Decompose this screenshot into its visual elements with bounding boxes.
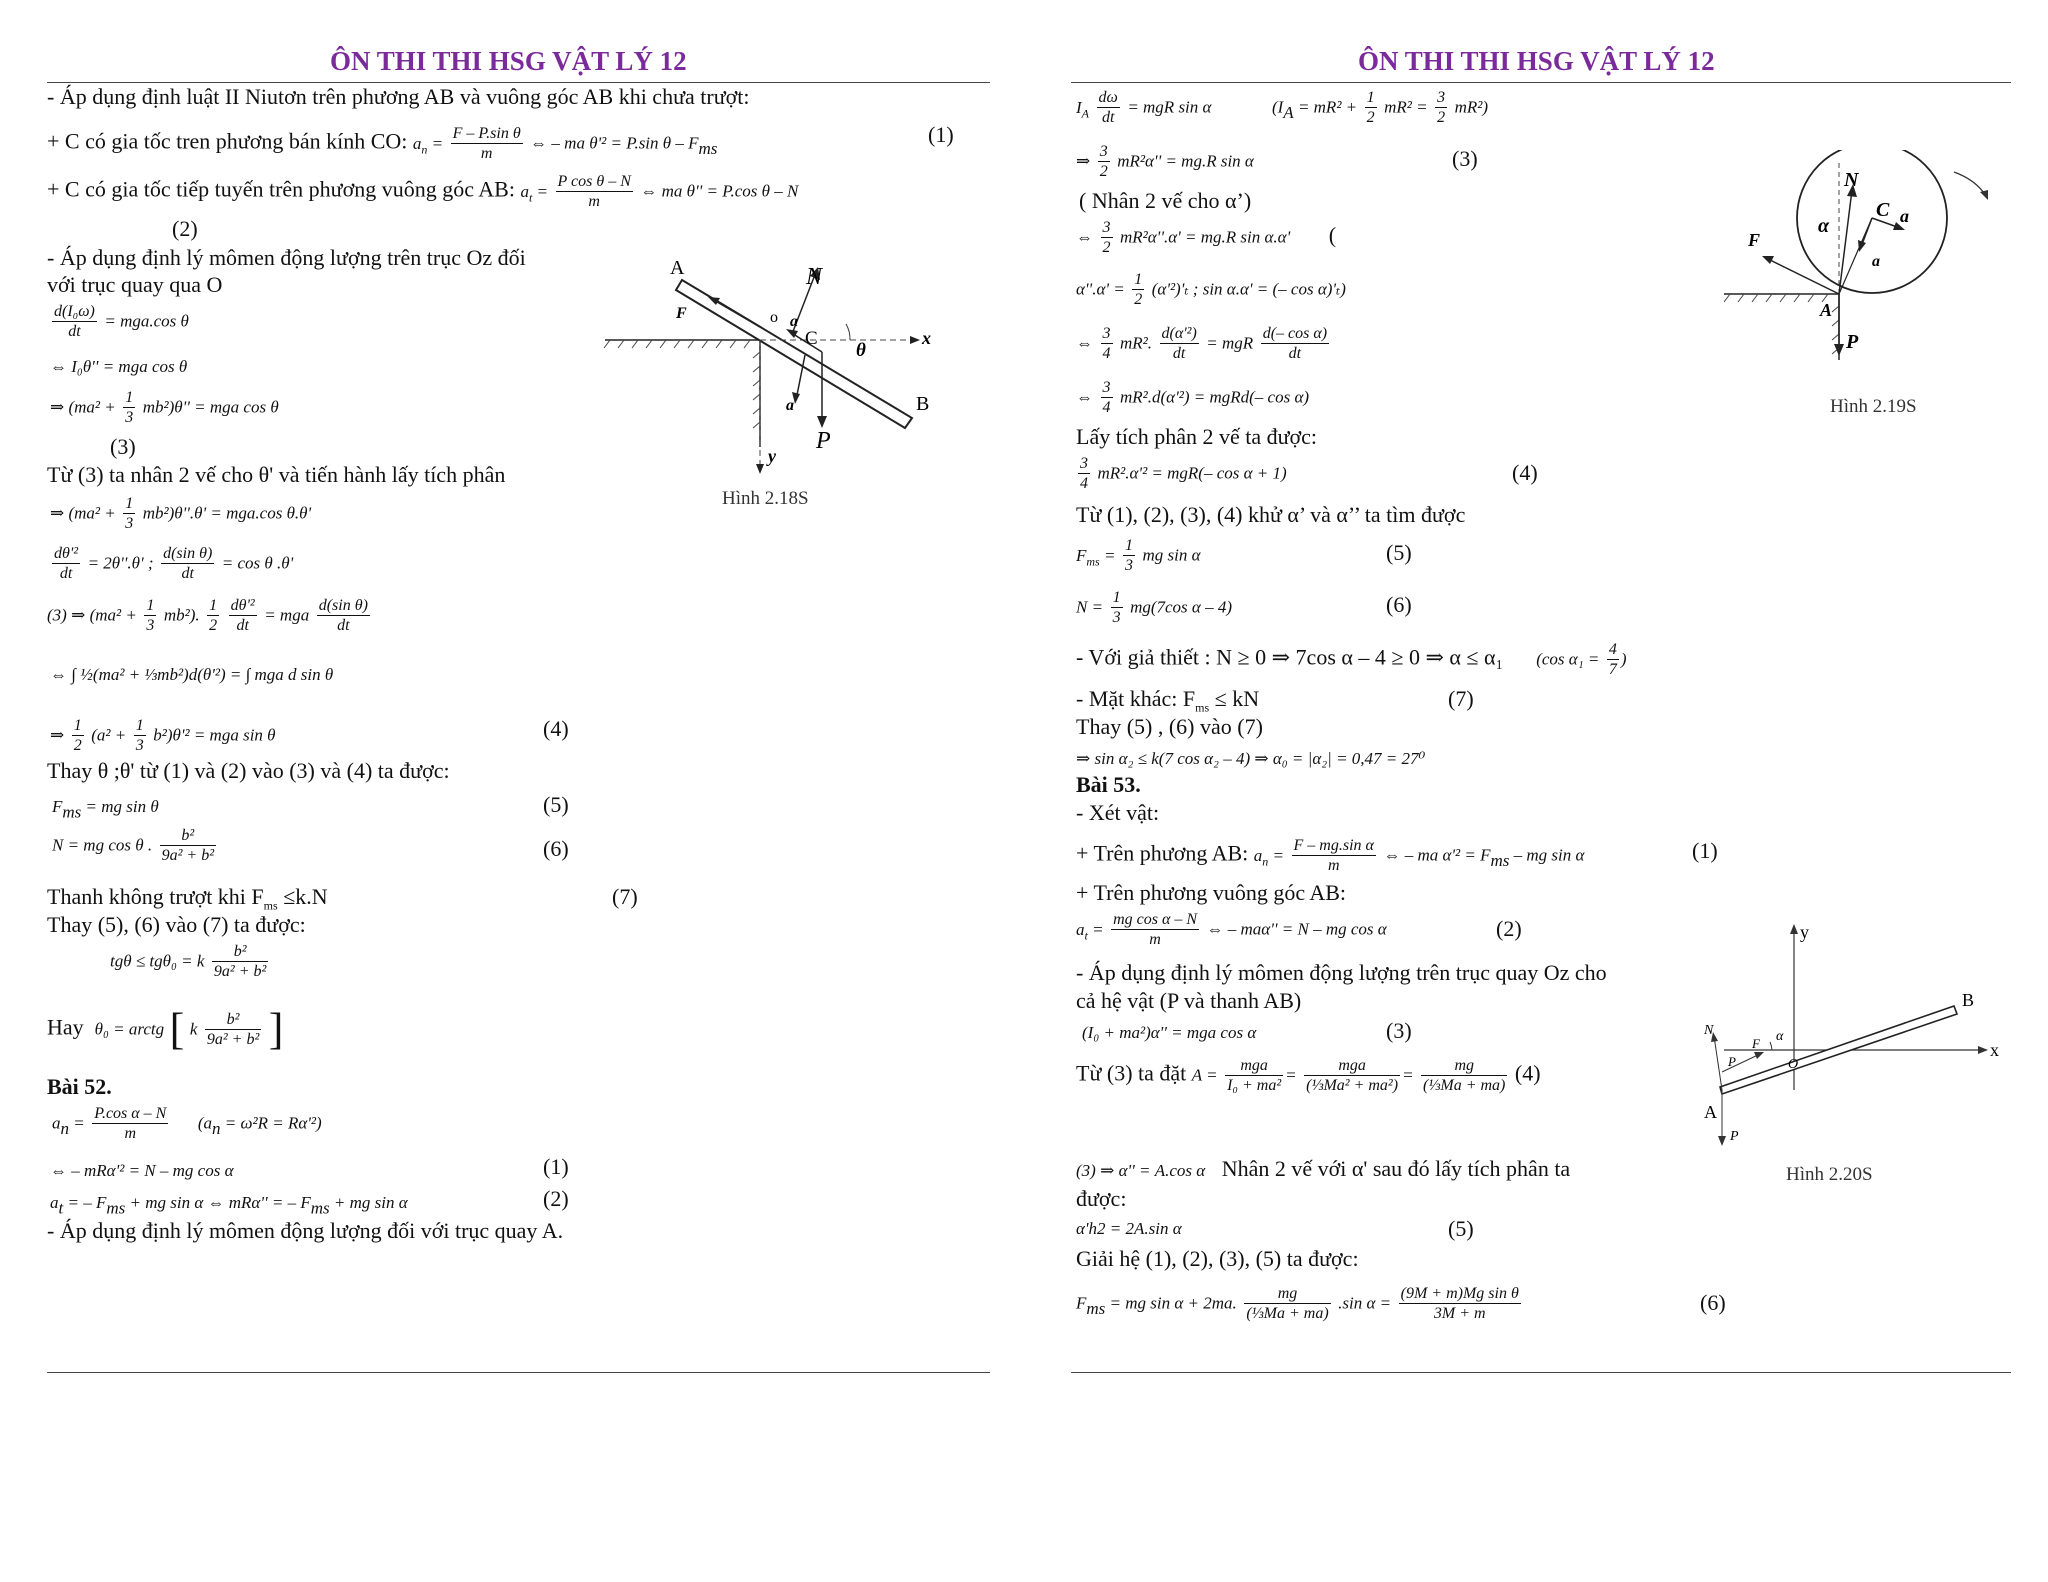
fig220-label-alpha: α bbox=[1776, 1029, 1784, 1044]
fig220-label-a: A bbox=[1704, 1102, 1717, 1122]
fig220-label-b: B bbox=[1962, 990, 1975, 1010]
eq-number-6: (6) bbox=[543, 836, 569, 861]
thay-line: Thay (5) , (6) vào (7) bbox=[1076, 714, 1263, 739]
eq-number-5: (5) bbox=[543, 792, 569, 817]
eq-number-7: (7) bbox=[612, 884, 638, 909]
eq2-line: + C có gia tốc tiếp tuyến trên phương vuông góc AB: $a_t$ = $\frac{\text{P cos θ – N}}{m}$ ⇔ ma θ'' = P.cos θ – N bbox=[47, 173, 799, 210]
eq53-1: + Trên phương AB: $a_n$ = $\frac{\text{F – mg.sin α}}{m}$ ⇔ – ma $\alpha'^2 = F_{ms}$ – mg sin α bbox=[1076, 837, 1585, 874]
eq52-2: $a_t$ = – $F_{ms}$ + mg sin α ⇔ mRα'' = – $F_{ms}$ + mg sin α bbox=[50, 1193, 408, 1218]
bai52-heading: Bài 52. bbox=[47, 1074, 112, 1099]
fig219-label-c: C bbox=[1876, 199, 1890, 221]
right-page bbox=[1024, 0, 2048, 1582]
fig220-label-p: P bbox=[1728, 1054, 1736, 1069]
eq-dIw: $\frac{\text{d(I₀ω)}}{dt}$ = mga.cos θ bbox=[54, 303, 189, 340]
fig218-label-p: P bbox=[816, 428, 831, 454]
eq-multiply: ⇒ (ma² + $\frac{1}{3}$ mb²)θ''.θ' = mga.cos θ.θ' bbox=[50, 495, 312, 532]
eq53-4: Từ (3) ta đặt A = mga I₀ + ma² = mga (⅓Ma² + ma²) = $\frac{mg}{\text{(⅓Ma + ma)}}$ (4) bbox=[1076, 1057, 1541, 1094]
eq-an: $a_n$ = $\frac{\text{P.cos α – N}}{m}$ $(a_n = \omega^2R = R\alpha'^2)$ bbox=[52, 1105, 322, 1142]
eq-substitute: (3) ⇒ (ma² + $\frac{1}{3}$ mb²). $\frac{1}{2}$ $\frac{\text{dθ'²}}{dt}$ = mga $\frac{\text{d(sin θ)}}{dt}$ bbox=[47, 597, 368, 634]
figure-2-18s bbox=[600, 252, 940, 482]
fig218-label-y: y bbox=[768, 446, 776, 466]
fig218-label-fms: F bbox=[676, 305, 687, 322]
result-line: ⇒ sin α₂ ≤ k(7 cos α₂ – 4) ⇒ α₀ = |α₂| = 0,47 = 27⁰ bbox=[1076, 749, 1426, 768]
fig220-label-x: x bbox=[1990, 1040, 1999, 1060]
slip-condition: Thanh không trượt khi $F_{ms} \le k.N$ bbox=[47, 884, 328, 913]
assume-line: - Với giả thiết : N ≥ 0 ⇒ 7cos α – 4 ≥ 0 ⇒ α ≤ α₁ (cos α₁ = $\frac{4}{7}$ ) bbox=[1076, 641, 1627, 678]
fig219-label-an: a bbox=[1872, 253, 1880, 270]
solve-line: Giải hệ (1), (2), (3), (5) ta được: bbox=[1076, 1246, 1359, 1271]
xet-line: - Xét vật: bbox=[1076, 800, 1160, 825]
header-rule bbox=[47, 82, 990, 83]
nhan-line: ( Nhân 2 vế cho α’) bbox=[1079, 188, 1252, 213]
footer-rule bbox=[47, 1372, 990, 1373]
fig218-label-c: C bbox=[805, 328, 818, 349]
header-rule bbox=[1071, 82, 2011, 83]
eq-number-1: (1) bbox=[928, 122, 954, 147]
step3-line: Từ (3) ta nhân 2 vế cho θ' và tiến hành lấy tích phân bbox=[47, 462, 506, 487]
momentum-line-1: - Áp dụng định lý mômen động lượng trên trục Oz đối bbox=[47, 245, 526, 270]
fig220-label-o: O bbox=[1788, 1057, 1799, 1072]
eq-r9: N = $\frac{1}{3}$ mg(7cos α – 4) bbox=[1076, 589, 1232, 626]
eq-tg: tgθ ≤ tgθ₀ = k $\frac{\text{b²}}{\text{9a² + b²}}$ bbox=[110, 943, 267, 980]
eq-r4: α''.α' = $\frac{1}{2}$ (α'²)'ₜ ; sin α.α' = (– cos α)'ₜ) bbox=[1076, 271, 1346, 308]
fig220-label-p-arrow: P bbox=[1730, 1129, 1739, 1144]
eq53-2: $a_t$ = $\frac{\text{mg cos α – N}}{m}$ ⇔ – maα'' = N – mg cos α bbox=[1076, 911, 1387, 948]
fig218-label-x: x bbox=[922, 328, 931, 348]
fig219-label-a: A bbox=[1820, 300, 1833, 320]
eq-5: $F_{ms}$ = mg sin θ bbox=[52, 797, 159, 822]
eq-4: ⇒ $\frac{1}{2}$ (a² + $\frac{1}{3}$ b²)θ'² = mga sin θ bbox=[50, 717, 276, 754]
eq-r6: ⇔ $\frac{3}{4}$ mR².d(α'²) = mgRd(– cos α) bbox=[1076, 379, 1310, 416]
eq-r2: ⇒ $\frac{3}{2}$ mR²α'' = mg.R sin α bbox=[1076, 143, 1254, 180]
duoc-line: được: bbox=[1076, 1186, 1127, 1211]
eq-6: N = mg cos θ . $\frac{\text{b²}}{\text{9a² + b²}}$ bbox=[52, 827, 214, 864]
eq-r1: $I_A$ $\frac{d\omega}{dt}$ = mgR sin α ($I_A = mR^2$ + $\frac{1}{2}$ mR² = $\frac{3}{2}$ mR²) bbox=[1076, 89, 1489, 126]
bai53-heading: Bài 53. bbox=[1076, 772, 1141, 797]
page-header-title: ÔN THI THI HSG VẬT LÝ 12 bbox=[330, 46, 687, 76]
eq-derivatives: $\frac{\text{dθ'²}}{dt}$ = 2θ''.θ' ; $\frac{\text{d(sin θ)}}{dt}$ = cos θ .θ' bbox=[54, 545, 294, 582]
mom53-line-1: - Áp dụng định lý mômen động lượng trên trục quay Oz cho bbox=[1076, 960, 1607, 985]
momentum-line-2: với trục quay qua O bbox=[47, 272, 223, 297]
eq-r8: $F_{ms}$ = $\frac{1}{3}$ mg sin α bbox=[1076, 537, 1201, 574]
integ-line: Lấy tích phân 2 vế ta được: bbox=[1076, 424, 1318, 449]
put-line: Thay (5), (6) vào (7) ta được: bbox=[47, 912, 306, 937]
figure-2-18s-caption: Hình 2.18S bbox=[722, 488, 809, 509]
eq-number-53-6: (6) bbox=[1700, 1290, 1726, 1315]
eq-number-r4: (4) bbox=[1512, 460, 1538, 485]
fig218-label-a: A bbox=[670, 257, 685, 279]
eq-r3: ⇔ $\frac{3}{2}$ mR²α''.α' = mg.R sin α.α' ( bbox=[1076, 219, 1337, 256]
figure-2-19s-caption: Hình 2.19S bbox=[1830, 396, 1917, 417]
fig219-label-n: N bbox=[1844, 169, 1859, 191]
eq-number-r7: (7) bbox=[1448, 686, 1474, 711]
eq1-line: + C có gia tốc tren phương bán kính CO: $a_n$ = $\frac{\text{F – P.sin θ}}{m}$ ⇔ – ma θ'² = P.sin θ – $F_{ms}$ bbox=[47, 125, 718, 162]
eq53-5: (3) ⇒ α'' = A.cos α Nhân 2 vế với α' sau đó lấy tích phân ta bbox=[1076, 1156, 1571, 1181]
other-line: - Mặt khác: $F_{ms}$ ≤ kN bbox=[1076, 686, 1260, 715]
fig219-label-at: a bbox=[1900, 206, 1909, 226]
eq-hay: Hay θ₀ = arctg [ k $\frac{\text{b²}}{\text{9a² + b²}}$ ] bbox=[47, 1004, 284, 1054]
fig218-label-b: B bbox=[916, 393, 930, 415]
eq-number-4: (4) bbox=[543, 716, 569, 741]
eq-number-52-2: (2) bbox=[543, 1186, 569, 1211]
fig218-label-an: a bbox=[790, 313, 798, 330]
eq-number-r6: (6) bbox=[1386, 592, 1412, 617]
fig220-label-n: N bbox=[1704, 1023, 1714, 1038]
figure-2-20s bbox=[1684, 922, 2004, 1152]
eq-number-3: (3) bbox=[110, 434, 136, 459]
fig220-label-fms: F bbox=[1752, 1036, 1760, 1051]
eq-number-53-5: (5) bbox=[1448, 1216, 1474, 1241]
eq-number-2: (2) bbox=[172, 216, 198, 241]
eq-number-r3: (3) bbox=[1452, 146, 1478, 171]
fig219-label-p: P bbox=[1846, 331, 1859, 353]
fig218-label-at: a bbox=[786, 397, 794, 414]
elim-line: Từ (1), (2), (3), (4) khử α’ và α’’ ta tìm được bbox=[1076, 502, 1466, 527]
eq-r5: ⇔ $\frac{3}{4}$ mR². $\frac{\text{d(α'²)}}{dt}$ = mgR $\frac{\text{d(– cos α)}}{dt}$ bbox=[1076, 325, 1328, 362]
eq-I0: ⇔ I₀θ'' = mga cos θ bbox=[50, 357, 188, 376]
eq-number-r5: (5) bbox=[1386, 540, 1412, 565]
eq-number-52-1: (1) bbox=[543, 1154, 569, 1179]
perp-line: + Trên phương vuông góc AB: bbox=[1076, 880, 1347, 905]
fig218-label-theta: θ bbox=[856, 340, 866, 361]
eq53-3: (I₀ + ma²)α'' = mga cos α bbox=[1082, 1023, 1257, 1042]
fig218-label-o: o bbox=[770, 309, 778, 326]
footer-rule bbox=[1071, 1372, 2011, 1373]
subst-line: Thay θ ;θ' từ (1) và (2) vào (3) và (4) ta được: bbox=[47, 758, 450, 783]
eq-integral: ⇔ ∫ ½(ma² + ⅓mb²)d(θ'²) = ∫ mga d sin θ bbox=[50, 665, 334, 684]
eq-number-53-2: (2) bbox=[1496, 916, 1522, 941]
fig219-label-fms: F bbox=[1748, 230, 1761, 250]
eq-r7: $\frac{3}{4}$ mR².α'² = mgR(– cos α + 1) bbox=[1080, 455, 1287, 492]
last-line: - Áp dụng định lý mômen động lượng đối với trục quay A. bbox=[47, 1218, 564, 1243]
fig220-label-y: y bbox=[1800, 922, 1809, 942]
intro-line: - Áp dụng định luật II Niutơn trên phương AB và vuông góc AB khi chưa trượt: bbox=[47, 84, 750, 109]
figure-2-20s-caption: Hình 2.20S bbox=[1786, 1164, 1873, 1185]
figure-2-19s bbox=[1724, 150, 2024, 370]
eq53-6: α'h2 = 2A.sin α bbox=[1076, 1219, 1182, 1238]
fig219-label-alpha: α bbox=[1818, 215, 1830, 237]
eq-3: ⇒ (ma² + $\frac{1}{3}$ mb²)θ'' = mga cos θ bbox=[50, 389, 279, 426]
eq52-1: ⇔ – mRα'² = N – mg cos α bbox=[50, 1161, 234, 1180]
eq53-final: $F_{ms}$ = mg sin α + 2ma. $\frac{mg}{\text{(⅓Ma + ma)}}$ .sin α = $\frac{\text{(9M + m)Mg sin θ}}{3M + m}$ bbox=[1076, 1285, 1519, 1322]
eq-number-53-3: (3) bbox=[1386, 1018, 1412, 1043]
eq-number-53-1: (1) bbox=[1692, 838, 1718, 863]
page-header-title: ÔN THI THI HSG VẬT LÝ 12 bbox=[1358, 46, 1715, 76]
mom53-line-2: cả hệ vật (P và thanh AB) bbox=[1076, 988, 1302, 1013]
fig218-label-n: N bbox=[806, 264, 823, 290]
